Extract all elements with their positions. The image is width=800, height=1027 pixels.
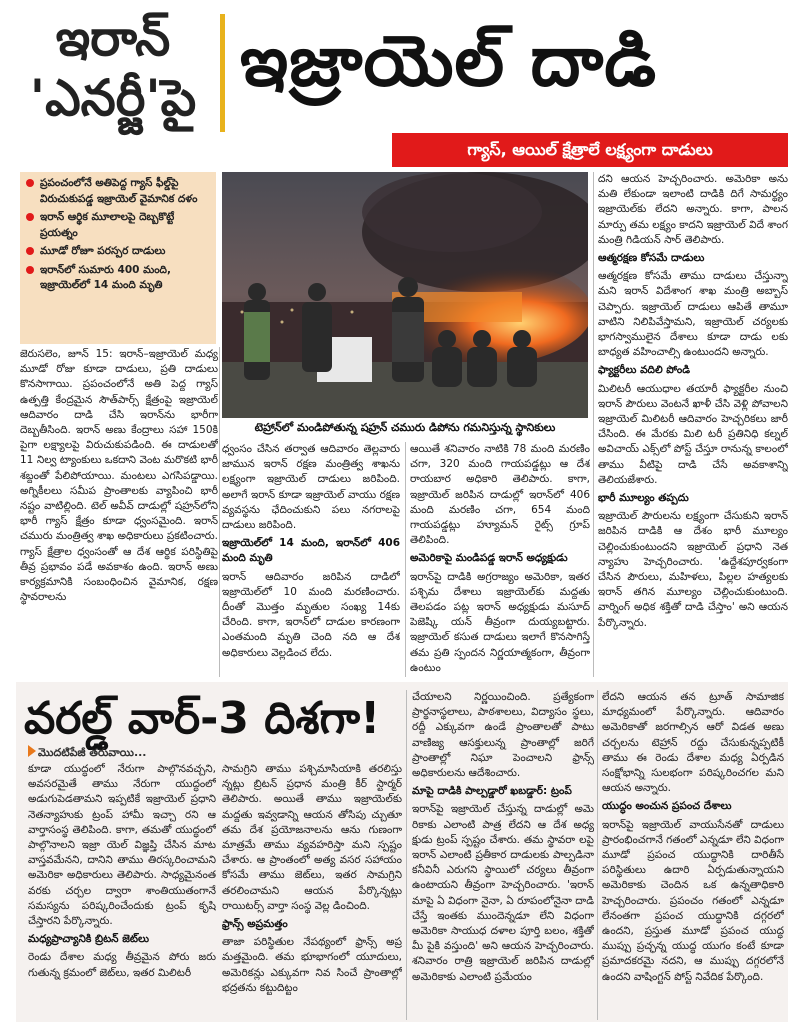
paragraph: తాజా పరిస్థితుల నేపథ్యంలో ఫ్రాన్స్ అప్ర మత్తమైంది. తమ భూభాగంలో యూదులు, అమెరికన్లు ఎక్కువగా నివ సించే ప్రాంతాల్లో భద్రతను కట్టుదిట్టం xyxy=(222,936,402,994)
kicker xyxy=(18,8,208,128)
article-column-4 xyxy=(598,172,788,677)
paragraph: ఆయితే శనివారం నాటికి 78 మంది మరణిం చగా, 320 మంది గాయపడ్డట్లు ఆ దేశ రాయబార అధికారి తెలిపారు. కాగా, ఇజ్రాయెల్ జరిపిన దాడుల్లో ఇరాన్‌లో 406 మంది మరణిం చగా, 654 మంది గాయపడ్డట్లు హ్యూమన్ రైట్స్ గ్రూప్ తెలిపింది. xyxy=(410,443,590,547)
world-war-headline: వరల్డ్ వార్-3 దిశగా! xyxy=(24,693,381,744)
column-divider xyxy=(406,690,407,1020)
paragraph: కూడా యుద్ధంలో నేరుగా పాల్గొనవచ్చని, అవసరమైతే తాము నేరుగా యుద్ధంలో అడుగుపెడతామని ఇప్పటికే ఇజ్రాయెల్ ప్రధాని నెతన్యాహుకు ట్రంప్ హామీ ఇచ్చా రని ఆ వార్తాసంస్థ తెలిపింది. కాగా, తమతో యుద్ధంలో పాల్గొనాలని ఇజ్రా యెల్ విజ్ఞప్తి చేసిన మాట వాస్తవమేనని, దానిని తాము తిరస్కరించామని అమెరికా అధికారులు తెలిపారు. సాధ్యమైనంత వరకు చర్చల ద్వారా శాంతియుతంగానే సమస్యను పరిష్కరించేందుకు ట్రంప్ కృషి చేస్తారని పేర్కొన్నారు. xyxy=(28,763,216,928)
paragraph: ఇరాన్‌పై ఇజ్రాయెల్ వాయుసేనతో దాడులు ప్రారంభించగానే గతంలో ఎన్నడూ లేని విధంగా మూడో ప్రపంచ యుద్ధానికి దారితీసే పరిస్థితులు ఉదారి ఏర్పడుతున్నాయని అమెరికాకు చెందిన ఒక ఉన్నతాధికారి హెచ్చరించారు. ప్రపంచం గతంలో ఎన్నడూ లేనంతగా ప్రపంచ యుద్ధానికి దగ్గరలో ఉందని, ప్రస్తుత మూడో ప్రపంచ యుద్ధ ముప్పు ప్రచ్ఛన్న యుద్ధ యుగం కంటే కూడా ప్రమాదకరమై నదని, ఆ ముప్పు దగ్గరలోనే ఉందని వాషింగ్టన్ పోస్ట్ నివేదిక పేర్కొంది. xyxy=(602,818,784,983)
highlights-box xyxy=(20,172,216,344)
paragraph: ధ్వంసం చేసిన తర్వాత ఆదివారం తెల్లవారు జామున ఇరాన్ రక్షణ మంత్రిత్వ శాఖను లక్ష్యంగా ఇజ్రాయెల్ దాడులు జరిపింది. అలాగే ఇరాన్ కూడా ఇజ్రాయెల్ వాయు రక్షణ వ్యవస్థను ఛేదించుకుని పలు నగరాలపై దాడులు జరిపింది. xyxy=(222,443,400,532)
ww-column-1 xyxy=(28,762,216,1020)
continuation-arrow-icon xyxy=(28,745,36,757)
paragraph: జెరుసలెం, జూన్ 15: ఇరాన్–ఇజ్రాయెల్ మధ్య మూడో రోజు కూడా దాడులు, ప్రతి దాడులు కొనసాగాయి. ప్రపంచంలోనే అతి పెద్ద గ్యాస్ ఉత్పత్తి కేంద్రమైన సౌత్‌పార్స్ క్షేత్రంపై ఇజ్రాయెల్ ఆదివారం దాడి చేసి ఇరాన్‌ను భారీగా దెబ్బతీసింది. ఇరాన్ అణు కేంద్రాలు సహా 150కి పైగా లక్ష్యాలపై విరుచుకుపడింది. ఈ దాడులతో 11 నిల్వ ట్యాంకులు ఒకదాని వెంట మరొకటి భారీ శబ్దంతో పేలిపోయాయి. మంటలు ఎగసిపడ్డాయి. అగ్నికీలలు సమీప ప్రాంతాలకు వ్యాపించి భారీ నష్టం వాటిల్లింది. టెల్ అవీవ్ దాడుల్లో షహ్రన్‌లోని భారీ గ్యాస్ క్షేత్రం కూడా ధ్వంసమైంది. ఇరాన్ చమురు మంత్రిత్వ శాఖ అధికారులు ప్రకటించారు. గ్యాస్ క్షేత్రాల ధ్వంసంతో ఆ దేశ ఆర్థిక పరిస్థితిపై తీవ్ర ప్రభావం పడే అవకాశం ఉంది. ఇరాన్ అణు కార్యక్రమానికి సంబంధించిన వైమానిక, రక్షణ స్థావరాలను xyxy=(20,348,218,604)
bullet-icon xyxy=(26,179,34,187)
highlight-item xyxy=(26,244,210,260)
paragraph: చేయాలని నిర్ణయించింది. ప్రత్యేకంగా ప్రార్థనాస్థలాలు, పాఠశాలలు, విద్యాసం స్థలు, రద్దీ ఎక్కువగా ఉండే ప్రాంతాలతో పాటు వాణిజ్య ఆసక్తులున్న ప్రాంతాల్లో జరిగే ప్రాంతాల్లో నిఘా పెంచాలని ఫ్రాన్స్ అధికారులను ఆదేశించారు. xyxy=(412,691,594,780)
paragraph: రెండు దేశాల మధ్య తీవ్రమైన పోరు జరు గుతున్న క్రమంలో జెట్‌లు, ఇతర మిలిటరీ xyxy=(28,951,216,979)
column-divider xyxy=(593,172,594,677)
highlight-item xyxy=(26,176,210,207)
article-column-3 xyxy=(410,442,590,677)
section-subheading: ఆత్మరక్షణ కోసమే దాడులు xyxy=(598,252,705,265)
paragraph: దని ఆయన హెచ్చరించారు. అమెరికా అను మతి లేకుండా ఇలాంటి దాడికి దిగే సామర్థ్యం ఇజ్రాయెల్‌కు లేదని అన్నారు. కాగా, పాలన మార్పు తమ లక్ష్యం కాదని ఇజ్రాయెల్ విదే శాంగ మంత్రి గిడియన్ సార్ తెలిపారు. xyxy=(598,173,788,246)
section-subheading: యుద్ధం అంచున ప్రపంచ దేశాలు xyxy=(602,800,732,813)
paragraph: ఇజ్రాయెల్ పౌరులను లక్ష్యంగా చేసుకుని ఇరాన్ జరిపిన దాడికి ఆ దేశం భారీ మూల్యం చెల్లించుకుంటుందని ఇజ్రాయెల్ ప్రధాని నెత న్యాహు హెచ్చరించారు. 'ఉద్దేశపూర్వకంగా చేసిన పౌరులు, మహిళలు, పిల్లల హత్యలకు ఇరాన్ తగిన మూల్యం చెల్లించుకుంటుంది. వార్నింగ్ అధిక శక్తితో దాడి చేస్తాం' అని ఆయన పేర్కొన్నారు. xyxy=(598,510,788,629)
column-divider xyxy=(219,347,220,677)
section-subheading: భారీ మూల్యం తప్పదు xyxy=(598,492,689,505)
paragraph: సామగ్రిని తాము పశ్చిమాసియాకి తరలిస్తు న్నట్లు బ్రిటన్ ప్రధాన మంత్రి కీర్ స్టార్మర్ తెలిపారు. అయితే తాము ఇజ్రాయెల్‌కు మద్దతు ఇవ్వడాన్ని ఆయన తోసిపు చ్చుతూ తమ దేశ ప్రయోజనాలను ఆను గుణంగా మాత్రమే తాము వ్యవహరిస్తా మని స్పష్టం చేశారు. ఆ ప్రాంతంలో అత్య వసర సహాయం కోసమే తాము జెట్‌లు, ఇతర సామగ్రిని తరలించామని ఆయన పేర్కొన్నట్లు రాయిటర్స్ వార్తా సంస్థ వెల్ల డించింది. xyxy=(222,763,402,912)
highlight-item xyxy=(26,263,210,294)
section-subheading: ఫ్యాక్టరీలు వదిలి పోండి xyxy=(598,364,690,377)
section-subheading: మాపై దాడికి పాల్పడ్డారో ఖబడ్డార్: ట్రంప్ xyxy=(412,785,572,798)
paragraph: మిలిటరీ ఆయుధాల తయారీ ఫ్యాక్టరీల నుంచి ఇరాన్ పౌరులు వెంటనే ఖాళీ చేసి వెళ్లి పోవాలని ఇజ్రాయెల్ మిలిటరీ ఆదివారం హెచ్చరికలు జారీ చేసింది. ఈ మేరకు మిలి టరీ ప్రతినిధి కల్నల్ అవిచాయ్ ఎక్స్‌లో పోస్ట్ చేస్తూ రానున్న కాలంలో తాము వీటిపై దాడి చేసే అవకాశాన్ని తెలియజేశారు. xyxy=(598,382,788,486)
paragraph: ఆత్మరక్షణ కోసమే తాము దాడులు చేస్తున్నా మని ఇరాన్ విదేశాంగ శాఖ మంత్రి అబ్బాస్ చెప్పారు. ఇజ్రాయెల్ దాడులు ఆపితే తామూ వాటిని నిలిపివేస్తామని, ఇజ్రాయెల్ చర్యలకు భాగస్వాములైన దేశాలు కూడా దాడు లకు బాధ్యత వహించాల్సి ఉంటుందని అన్నారు. xyxy=(598,270,788,359)
ww-column-2 xyxy=(222,762,402,1020)
headline-divider xyxy=(220,14,225,132)
ww-column-3 xyxy=(412,690,594,1020)
highlight-text: ఇరాన్‌లో సుమారు 400 మంది, ఇజ్రాయెల్‌లో 14 మంది మృతి xyxy=(40,263,171,291)
kicker-line-1: ఇరాన్ xyxy=(55,8,171,67)
article-column-1 xyxy=(20,347,218,677)
column-divider xyxy=(405,442,406,677)
article-column-2 xyxy=(222,442,400,677)
fire-scene-illustration xyxy=(222,172,588,418)
section-subheading: మధ్యప్రాచ్యానికి బ్రిటన్ జెట్‌లు xyxy=(28,933,150,946)
highlight-text: మూడో రోజూ పరస్పర దాడులు xyxy=(40,245,166,257)
photo-caption: టెహ్రాన్‌లో మండిపోతున్న షహ్రన్ చమురు డిపోను గమనిస్తున్న స్థానికులు xyxy=(254,421,556,434)
highlight-item xyxy=(26,210,210,241)
paragraph: ఇరాన్ ఆదివారం జరిపిన దాడిలో ఇజ్రాయెల్‌లో 10 మంది మరణించారు. దీంతో మొత్తం మృతుల సంఖ్య 14కు చేరింది. కాగా, ఇరాన్‌లో దాడుల కారణంగా ఎంతమంది మృతి చెంది నది ఆ దేశ అధికారులు వెల్లడించ లేదు. xyxy=(222,570,400,659)
bullet-icon xyxy=(26,266,34,274)
section-subheading: ఫ్రాన్స్ అప్రమత్తం xyxy=(222,918,288,931)
page-headline: ఇజ్రాయెల్ దాడి xyxy=(240,20,658,102)
bullet-icon xyxy=(26,213,34,221)
continuation-label: మొదటిపేజీ తరువాయి... xyxy=(38,746,147,759)
subheadline-banner: గ్యాస్, ఆయిల్ క్షేత్రాలే లక్ష్యంగా దాడులు xyxy=(392,133,788,167)
paragraph: ఇరాన్‌పై ఇజ్రాయెల్ చేస్తున్న దాడుల్లో అమె రికాకు ఎలాంటి పాత్ర లేదని ఆ దేశ అధ్య క్షుడు ట్రంప్ స్పష్టం చేశారు. తమ స్థావరా లపై ఇరాన్ ఎలాంటి ప్రతీకార దాడులకు పాల్పడినా కనీవినీ ఎరుగని స్థాయిలో చర్యలు తీవ్రంగా ఉంటాయని తీవ్రంగా హెచ్చరించారు. 'ఇరాన్ మాపై ఏ విధంగా నైనా, ఏ రూపంలోనైనా దాడి చేస్తే ఇంతకు ముందెన్నడూ లేని విధంగా అమెరికా సాయుధ దళాల పూర్తి బలం, శక్తితో మీ పైకి వస్తుంది' అని ఆయన హెచ్చరించారు. శనివారం రాత్రి ఇజ్రాయెల్ జరిపిన దాడుల్లో అమెరికాకు ఎలాంటి ప్రమేయం xyxy=(412,803,594,983)
section-subheading: ఇజ్రాయెల్‌లో 14 మంది, ఇరాన్‌లో 406 మంది మృతి xyxy=(222,537,400,565)
bullet-icon xyxy=(26,247,34,255)
ww-column-4 xyxy=(602,690,784,1020)
column-divider xyxy=(597,690,598,1020)
section-subheading: అమెరికాపై మండిపడ్డ ఇరాన్ అధ్యక్షుడు xyxy=(410,552,568,565)
highlight-text: ప్రపంచంలోనే అతిపెద్ద గ్యాస్ ఫీల్డ్‌పై విరుచుకుపడ్డ ఇజ్రాయెల్ వైమానిక దళం xyxy=(40,177,198,205)
news-photo xyxy=(222,172,588,418)
paragraph: లేదని ఆయన తన ట్రూత్ సామాజిక మాధ్యమంలో పేర్కొన్నారు. ఆదివారం అమెరికాతో జరగాల్సిన ఆరో విడత అణు చర్చలను టెహ్రాన్ రద్దు చేసుకున్నప్పటికీ తాము ఈ రెండు దేశాల మధ్య ఏర్పడిన సంక్షోభాన్ని సులభంగా పరిష్కరించగల మని ఆయన అన్నారు. xyxy=(602,691,784,795)
kicker-line-2: 'ఎనర్జీ'పై xyxy=(29,68,197,127)
highlight-text: ఇరాన్ ఆర్థిక మూలాలపై దెబ్బకొట్టే ప్రయత్నం xyxy=(40,211,175,239)
paragraph: ఇరాన్‌పై దాడికి అగ్రరాజ్యం అమెరికా, ఇతర పశ్చిమ దేశాలు ఇజ్రాయెల్‌కు మద్దతు తెలపడం పట్ల ఇరాన్ అధ్యక్షుడు మసూద్ పెజెష్కి యన్ తీవ్రంగా దుయ్యబట్టారు. ఇజ్రాయెల్ కసుత దాడులు ఇలాగే కొనసాగిస్తే తమ ప్రతి స్పందన నిర్ణయాత్మకంగా, తీవ్రంగా ఉంటుం xyxy=(410,570,590,674)
